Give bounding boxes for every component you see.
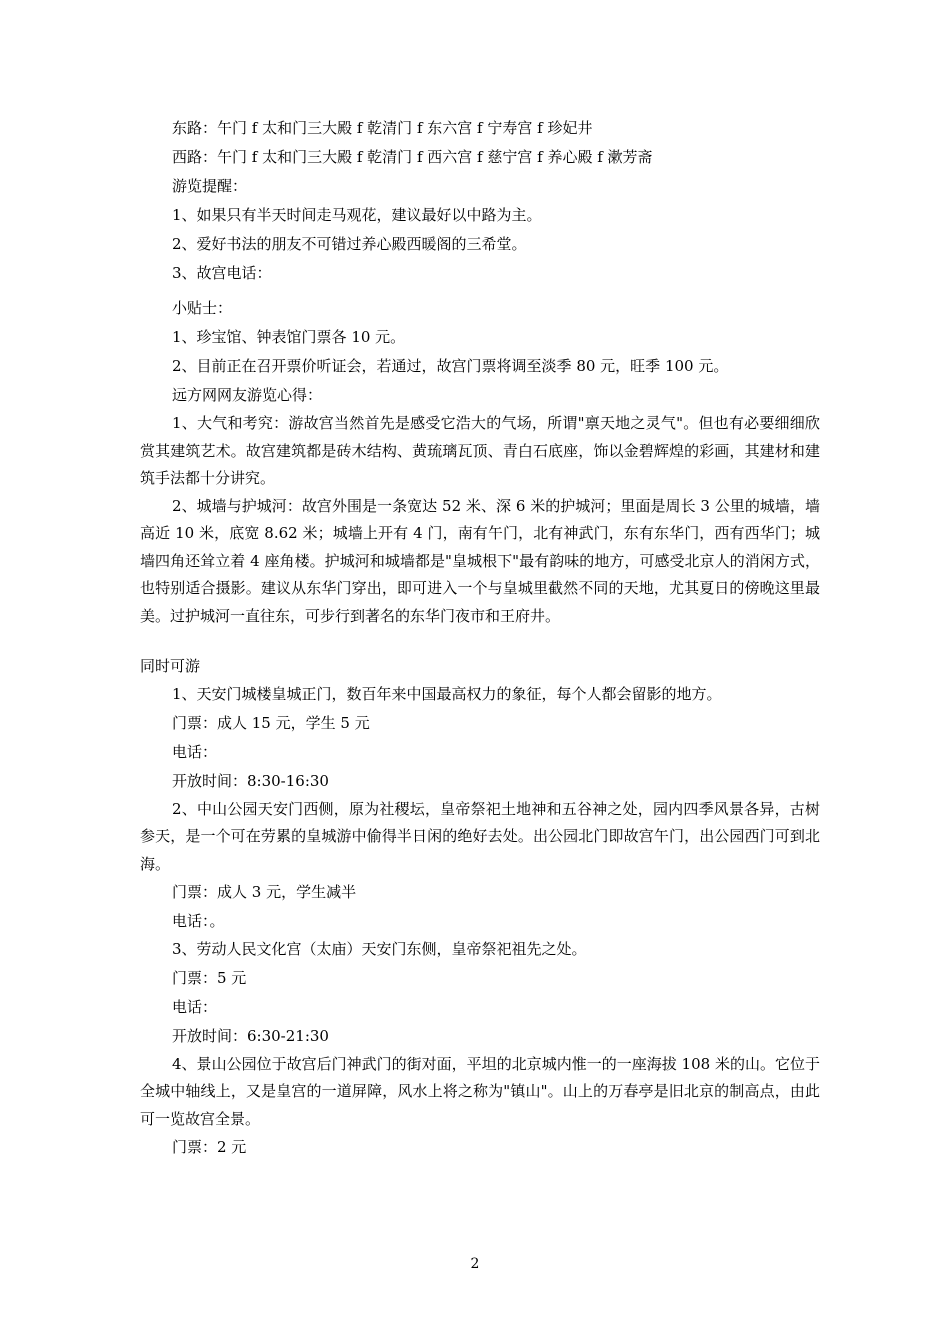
site-ticket: 门票：成人 3 元，学生减半	[172, 883, 357, 901]
site-description: 2、中山公园天安门西侧，原为社稷坛，皇帝祭祀土地神和五谷神之处，园内四季风景各异，古树参天，是一个可在劳累的皇城游中偷得半日闲的绝好去处。出公园北门即故宫午门，出公园西门可到北海。	[140, 799, 820, 873]
site-description: 4、景山公园位于故宫后门神武门的街对面，平坦的北京城内惟一的一座海拔 108 米的山。它位于全城中轴线上，又是皇宫的一道屏障，风水上将之称为"镇山"。山上的万春亭是旧北京的制高点，由此可一览故宫全景。	[140, 1054, 820, 1128]
route-west: 西路：午门 f 太和门三大殿 f 乾清门 f 西六宫 f 慈宁宫 f 养心殿 f 漱芳斋	[172, 148, 653, 166]
site-phone: 电话：	[172, 742, 218, 761]
reminder-item: 3、故宫电话：	[172, 264, 272, 282]
tips-item: 2、目前正在召开票价听证会，若通过，故宫门票将调至淡季 80 元，旺季 100 元。	[172, 357, 729, 375]
site-hours: 开放时间：8:30-16:30	[172, 771, 329, 790]
site-ticket: 门票：2 元	[172, 1138, 247, 1156]
route-east: 东路：午门 f 太和门三大殿 f 乾清门 f 东六宫 f 宁寿宫 f 珍妃井	[172, 119, 593, 137]
site-hours: 开放时间：6:30-21:30	[172, 1026, 329, 1045]
page-number: 2	[470, 1256, 480, 1272]
experience-heading: 远方网网友游览心得：	[172, 386, 323, 404]
tips-item: 1、珍宝馆、钟表馆门票各 10 元。	[172, 328, 406, 346]
document-body	[140, 114, 820, 1162]
site-description: 1、天安门城楼皇城正门，数百年来中国最高权力的象征，每个人都会留影的地方。	[172, 685, 722, 703]
reminder-heading: 游览提醒：	[172, 177, 248, 195]
experience-paragraph: 2、城墙与护城河：故宫外围是一条宽达 52 米、深 6 米的护城河；里面是周长 3 公里的城墙，墙高近 10 米，底宽 8.62 米；城墙上开有 4 门，南有午门，北有神武门，东有东华门，西有西华门；城墙四角还耸立着 4 座角楼。护城河和城墙都是"皇城根下"最有韵味的地方，可感受北京人的消闲方式，也特别适合摄影。建议从东华门穿出，即可进入一个与皇城里截然不同的天地，尤其夏日的傍晚这里最美。过护城河一直往东，可步行到著名的东华门夜市和王府井。	[140, 496, 820, 625]
site-phone: 电话：	[172, 997, 218, 1016]
site-description: 3、劳动人民文化宫（太庙）天安门东侧，皇帝祭祀祖先之处。	[172, 940, 587, 958]
tips-heading: 小贴士：	[172, 299, 233, 317]
reminder-item: 2、爱好书法的朋友不可错过养心殿西暖阁的三希堂。	[172, 235, 527, 253]
experience-paragraph: 1、大气和考究：游故宫当然首先是感受它浩大的气场，所谓"禀天地之灵气"。但也有必要细细欣赏其建筑艺术。故宫建筑都是砖木结构、黄琉璃瓦顶、青白石底座，饰以金碧辉煌的彩画，其建材和建筑手法都十分讲究。	[140, 414, 820, 487]
site-ticket: 门票：成人 15 元，学生 5 元	[172, 713, 370, 732]
nearby-heading: 同时可游	[140, 657, 201, 675]
site-ticket: 门票：5 元	[172, 968, 247, 987]
reminder-item: 1、如果只有半天时间走马观花，建议最好以中路为主。	[172, 206, 542, 224]
site-phone: 电话：。	[172, 912, 225, 930]
